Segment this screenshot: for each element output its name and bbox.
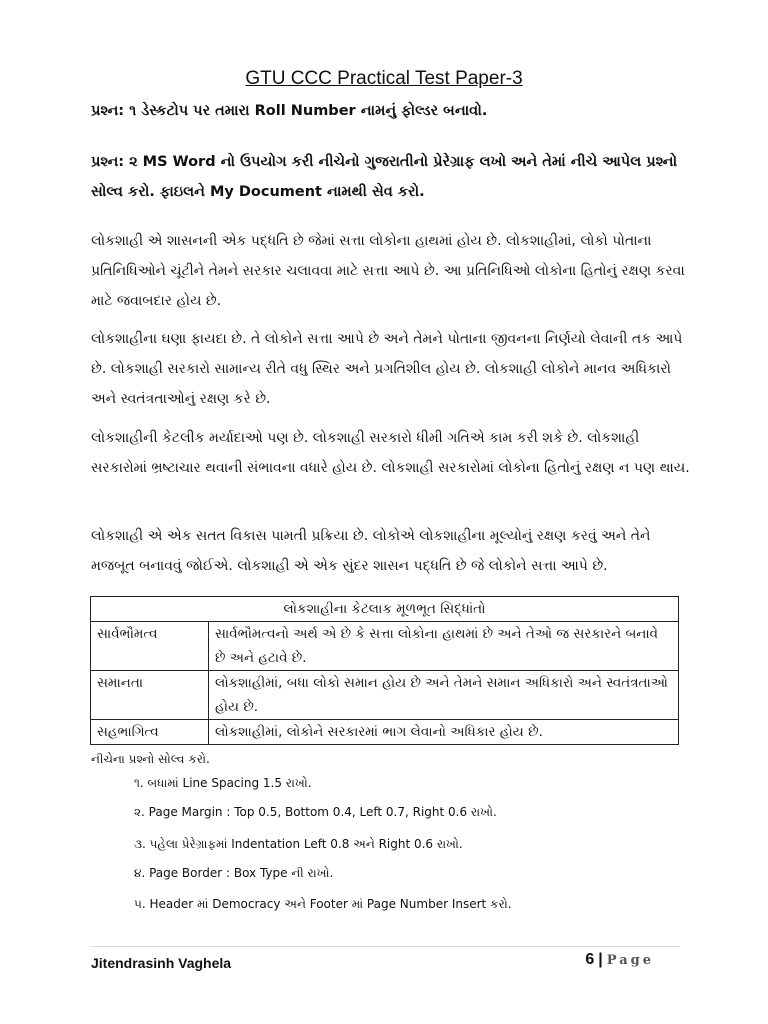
footer-author: Jitendrasinh Vaghela: [91, 955, 232, 971]
page-number: 6: [585, 951, 595, 968]
table-cell-desc: લોકશાહીમાં, બધા લોકો સમાન હોય છે અને તેમને સમાન અધિકારો અને સ્વતંત્રતાઓ હોય છે.: [209, 671, 679, 720]
page-separator: |: [598, 951, 603, 968]
instruction-item: ૨. Page Margin : Top 0.5, Bottom 0.4, Left 0.7, Right 0.6 રાખો.: [134, 805, 497, 819]
principles-table: [90, 596, 679, 745]
instruction-item: ૪. Page Border : Box Type ની રાખો.: [134, 866, 334, 880]
table-row: [91, 671, 679, 720]
table-cell-term: સમાનતા: [91, 671, 209, 720]
table-cell-desc: સાર્વભૌમત્વનો અર્થ એ છે કે સત્તા લોકોના હાથમાં છે અને તેઓ જ સરકારને બનાવે છે અને હટાવે છે.: [209, 622, 679, 671]
instruction-item: ૧. બધામાં Line Spacing 1.5 રાખો.: [134, 776, 312, 790]
paragraph-2: લોકશાહીના ઘણા ફાયદા છે. તે લોકોને સત્તા આપે છે અને તેમને પોતાના જીવનના નિર્ણયો લેવાની તક આપે છે. લોકશાહી સરકારો સામાન્ય રીતે વધુ સ્થિર અને પ્રગતિશીલ હોય છે. લોકશાહી લોકોને માનવ અધિકારો અને સ્વતંત્રતાઓનું રક્ષણ કરે છે.: [91, 331, 683, 407]
question-1: પ્રશ્ન: ૧ ડેસ્કટોપ પર તમારા Roll Number નામનું ફોલ્ડર બનાવો.: [91, 103, 488, 119]
footer-page-number: [585, 951, 654, 969]
table-cell-term: સહભાગિત્વ: [91, 720, 209, 745]
table-cell-desc: લોકશાહીમાં, લોકોને સરકારમાં ભાગ લેવાનો અધિકાર હોય છે.: [209, 720, 679, 745]
paragraph-1: લોકશાહી એ શાસનની એક પદ્ધતિ છે જેમાં સત્તા લોકોના હાથમાં હોય છે. લોકશાહીમાં, લોકો પોતાના પ્રતિનિધિઓને ચૂંટીને તેમને સરકાર ચલાવવા માટે સત્તા આપે છે. આ પ્રતિનિધિઓ લોકોના હિતોનું રક્ષણ કરવા માટે જવાબદાર હોય છે.: [91, 233, 685, 309]
instruction-item: ૫. Header માં Democracy અને Footer માં Page Number Insert કરો.: [134, 897, 512, 911]
footer-divider: [90, 946, 680, 947]
table-cell-term: સાર્વભૌમત્વ: [91, 622, 209, 671]
instruction-item: ૩. પહેલા પ્રેરેગ્રાફમાં Indentation Left 0.8 અને Right 0.6 રાખો.: [134, 837, 463, 851]
table-row: [91, 622, 679, 671]
paragraph-3: લોકશાહીની કેટલીક મર્યાદાઓ પણ છે. લોકશાહી સરકારો ધીમી ગતિએ કામ કરી શકે છે. લોકશાહી સરકારોમાં ભ્રષ્ટાચાર થવાની સંભાવના વધારે હોય છે. લોકશાહી સરકારોમાં લોકોના હિતોનું રક્ષણ ન પણ થાય.: [91, 430, 690, 476]
page-title: GTU CCC Practical Test Paper-3: [245, 68, 523, 89]
question-2: પ્રશ્ન: ૨ MS Word નો ઉપયોગ કરી નીચેનો ગુજરાતીનો પ્રેરેગ્રાફ લખો અને તેમાં નીચે આપેલ પ્રશ્નો સોલ્વ કરો. ફાઇલને My Document નામથી સેવ કરો.: [91, 154, 678, 200]
table-row: [91, 720, 679, 745]
table-header: લોકશાહીના કેટલાક મૂળભૂત સિદ્ધાંતો: [91, 597, 679, 622]
paragraph-4: લોકશાહી એ એક સતત વિકાસ પામતી પ્રક્રિયા છે. લોકોએ લોકશાહીના મૂલ્યોનું રક્ષણ કરવું અને તેને મજબૂત બનાવવું જોઈએ. લોકશાહી એ એક સુંદર શાસન પદ્ધતિ છે જે લોકોને સત્તા આપે છે.: [91, 528, 651, 574]
instructions-heading: નીચેના પ્રશ્નો સોલ્વ કરો.: [91, 752, 210, 766]
page-label: Page: [606, 953, 654, 968]
